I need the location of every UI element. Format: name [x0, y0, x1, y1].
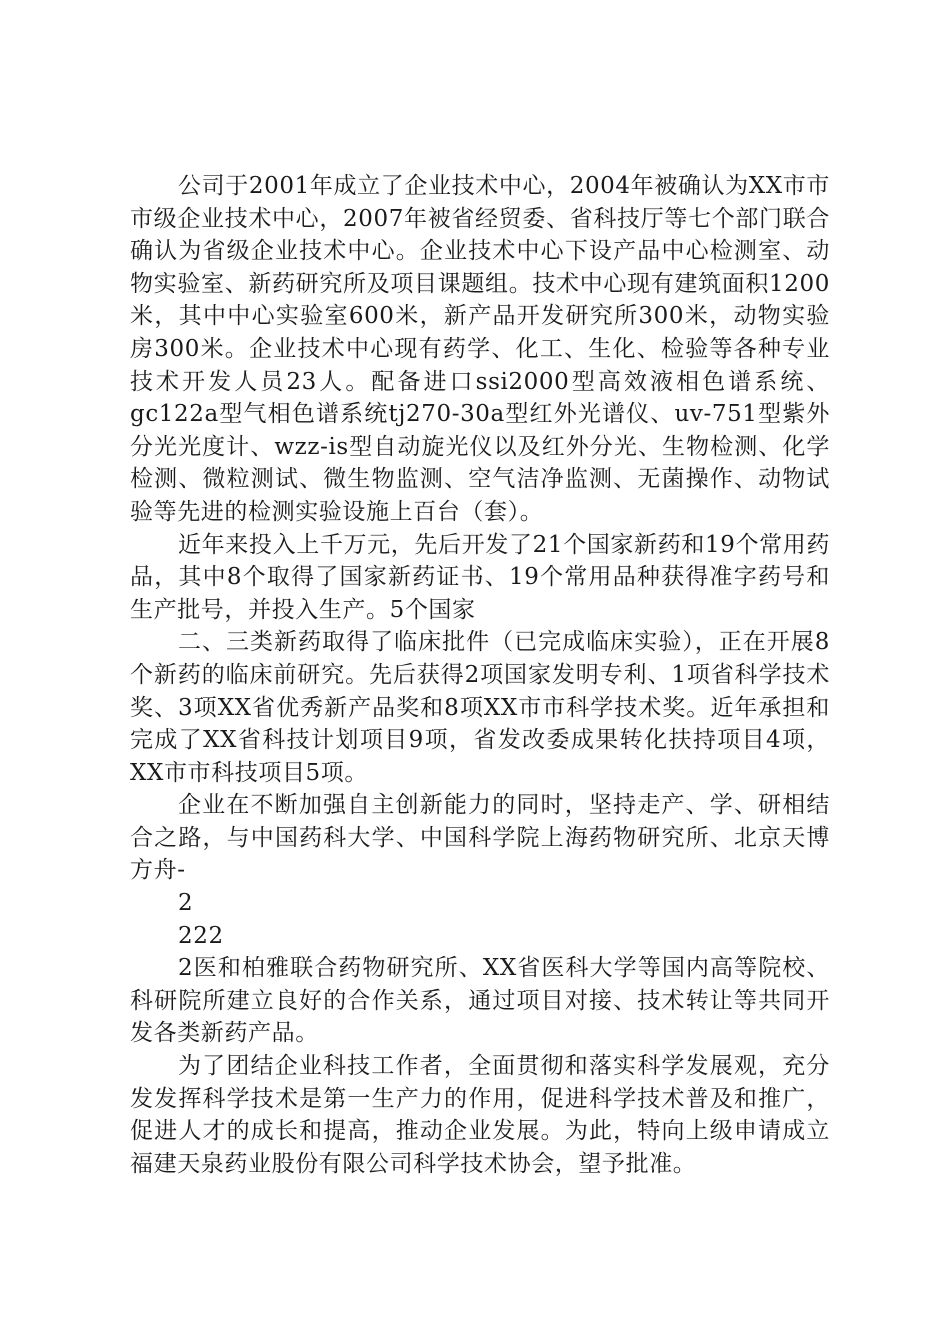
stray-number-line: 222 — [178, 922, 224, 949]
stray-number-line: 2 — [178, 890, 194, 917]
paragraph-application: 为了团结企业科技工作者，全面贯彻和落实科学发展观，充分发发挥科学技术是第一生产力的作用，促进科学技术普及和推广，促进人才的成长和提高，推动企业发展。为此，特向上级申请成立福建天泉药业股份有限公司科学技术协会，望予批准。 — [130, 1053, 830, 1177]
paragraph-tech-center: 公司于2001年成立了企业技术中心，2004年被确认为XX市市市级企业技术中心，2007年被省经贸委、省科技厅等七个部门联合确认为省级企业技术中心。企业技术中心下设产品中心检测室、动物实验室、新药研究所及项目课题组。技术中心现有建筑面积1200米，其中中心实验室600米，新产品开发研究所300米，动物实验房300米。企业技术中心现有药学、化工、生化、检验等各种专业技术开发人员23人。配备进口ssi2000型高效液相色谱系统、gc122a型气相色谱系统tj270-30a型红外光谱仪、uv-751型紫外分光光度计、wzz-is型自动旋光仪以及红外分光、生物检测、化学检测、微粒测试、微生物监测、空气洁净监测、无菌操作、动物试验等先进的检测实验设施上百台（套）。 — [130, 173, 830, 525]
paragraph-new-drugs: 近年来投入上千万元，先后开发了21个国家新药和19个常用药品，其中8个取得了国家新药证书、19个常用品种获得准字药号和生产批号，并投入生产。5个国家 — [130, 531, 830, 623]
paragraph-clinical: 二、三类新药取得了临床批件（已完成临床实验），正在开展8个新药的临床前研究。先后获得2项国家发明专利、1项省科学技术奖、3项XX省优秀新产品奖和8项XX市市科学技术奖。近年承担和完成了XX省科技计划项目9项，省发改委成果转化扶持项目4项，XX市市科技项目5项。 — [130, 629, 830, 786]
paragraph-partners: 2医和柏雅联合药物研究所、XX省医科大学等国内高等院校、科研院所建立良好的合作关系，通过项目对接、技术转让等共同开发各类新药产品。 — [130, 955, 830, 1047]
paragraph-cooperation: 企业在不断加强自主创新能力的同时，坚持走产、学、研相结合之路，与中国药科大学、中国科学院上海药物研究所、北京天博方舟- — [130, 792, 830, 884]
document-body — [130, 170, 830, 1180]
